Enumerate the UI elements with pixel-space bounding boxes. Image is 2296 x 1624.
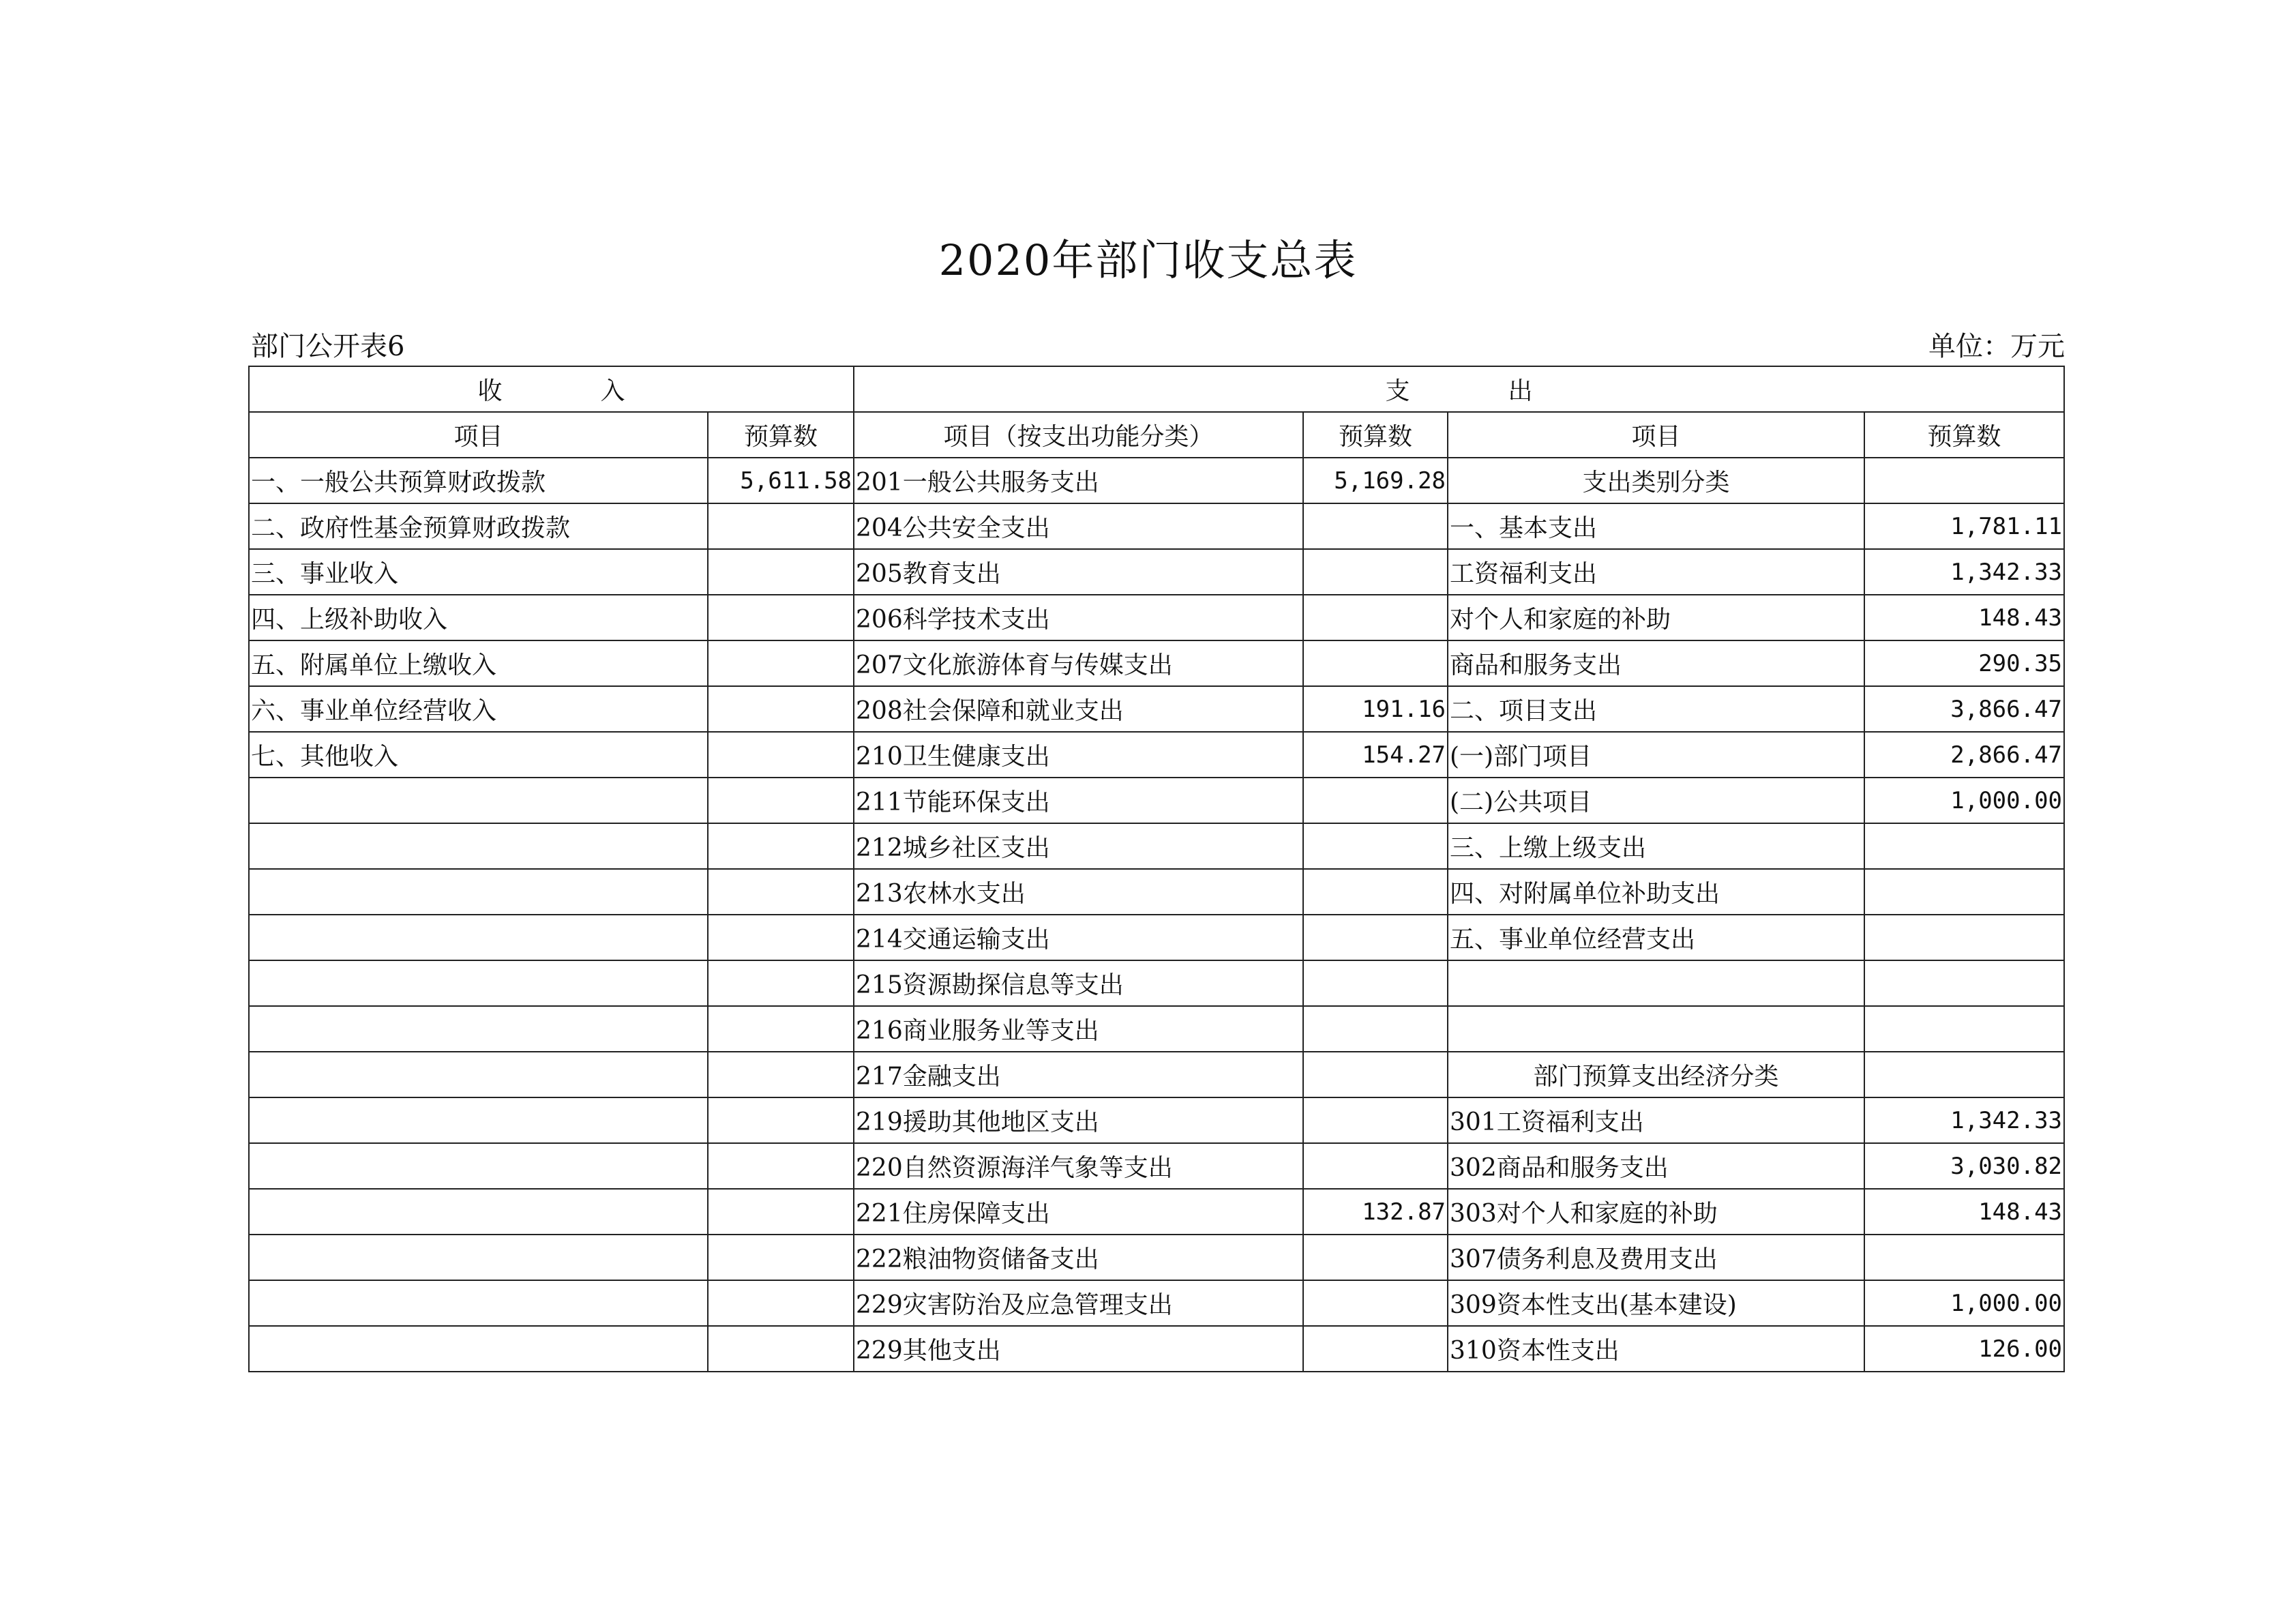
- income-item-cell: 三、事业收入: [249, 549, 708, 595]
- func-amount-cell: [1303, 1235, 1448, 1280]
- col-header-income-budget: 预算数: [708, 412, 854, 458]
- table-row: [249, 915, 2064, 960]
- unit-label: 单位：万元: [1928, 331, 2065, 362]
- cat-item-cell: (一)部门项目: [1448, 732, 1864, 778]
- func-item-cell: 215资源勘探信息等支出: [854, 960, 1303, 1006]
- cat-item-cell: [1448, 1006, 1864, 1052]
- col-header-cat-budget: 预算数: [1864, 412, 2064, 458]
- income-amount-cell: [708, 1052, 854, 1097]
- income-item-cell: [249, 1052, 708, 1097]
- cat-item-cell: 307债务利息及费用支出: [1448, 1235, 1864, 1280]
- income-item-cell: 七、其他收入: [249, 732, 708, 778]
- column-header-row: [249, 412, 2064, 458]
- func-amount-cell: [1303, 1326, 1448, 1372]
- col-header-cat-item: 项目: [1448, 412, 1864, 458]
- func-amount-cell: [1303, 1052, 1448, 1097]
- income-amount-cell: [708, 778, 854, 823]
- income-amount-cell: [708, 1235, 854, 1280]
- section-header-row: [249, 366, 2064, 412]
- func-item-cell: 229灾害防治及应急管理支出: [854, 1280, 1303, 1326]
- func-item-cell: 207文化旅游体育与传媒支出: [854, 640, 1303, 686]
- func-item-cell: 213农林水支出: [854, 869, 1303, 915]
- cat-item-cell: 三、上缴上级支出: [1448, 823, 1864, 869]
- cat-amount-cell: 290.35: [1864, 640, 2064, 686]
- expense-section-header: 支 出: [854, 366, 2064, 412]
- func-item-cell: 214交通运输支出: [854, 915, 1303, 960]
- func-item-cell: 211节能环保支出: [854, 778, 1303, 823]
- cat-item-cell: 一、基本支出: [1448, 503, 1864, 549]
- func-amount-cell: 5,169.28: [1303, 458, 1448, 503]
- cat-amount-cell: 2,866.47: [1864, 732, 2064, 778]
- cat-item-cell: 309资本性支出(基本建设): [1448, 1280, 1864, 1326]
- income-amount-cell: [708, 1097, 854, 1143]
- income-item-cell: 一、一般公共预算财政拨款: [249, 458, 708, 503]
- table-row: [249, 458, 2064, 503]
- cat-item-cell: 四、对附属单位补助支出: [1448, 869, 1864, 915]
- cat-item-cell: 303对个人和家庭的补助: [1448, 1189, 1864, 1235]
- table-row: [249, 686, 2064, 732]
- cat-amount-cell: 1,000.00: [1864, 1280, 2064, 1326]
- table-row: [249, 823, 2064, 869]
- income-amount-cell: [708, 1006, 854, 1052]
- table-row: [249, 869, 2064, 915]
- table-number: 部门公开表6: [251, 331, 405, 362]
- income-item-cell: [249, 1326, 708, 1372]
- cat-item-cell: 301工资福利支出: [1448, 1097, 1864, 1143]
- cat-item-cell: (二)公共项目: [1448, 778, 1864, 823]
- cat-amount-cell: 148.43: [1864, 595, 2064, 640]
- income-item-cell: [249, 915, 708, 960]
- func-item-cell: 222粮油物资储备支出: [854, 1235, 1303, 1280]
- cat-amount-cell: [1864, 869, 2064, 915]
- table-row: [249, 778, 2064, 823]
- cat-amount-cell: [1864, 960, 2064, 1006]
- table-row: [249, 1189, 2064, 1235]
- func-item-cell: 216商业服务业等支出: [854, 1006, 1303, 1052]
- func-amount-cell: [1303, 1006, 1448, 1052]
- income-amount-cell: [708, 1189, 854, 1235]
- income-item-cell: [249, 1189, 708, 1235]
- table-row: [249, 503, 2064, 549]
- func-item-cell: 221住房保障支出: [854, 1189, 1303, 1235]
- col-header-income-item: 项目: [249, 412, 708, 458]
- income-amount-cell: [708, 1280, 854, 1326]
- func-amount-cell: [1303, 915, 1448, 960]
- func-amount-cell: 154.27: [1303, 732, 1448, 778]
- income-item-cell: [249, 823, 708, 869]
- func-amount-cell: [1303, 595, 1448, 640]
- budget-table: [248, 366, 2065, 1372]
- func-item-cell: 217金融支出: [854, 1052, 1303, 1097]
- income-item-cell: 六、事业单位经营收入: [249, 686, 708, 732]
- table-row: [249, 1143, 2064, 1189]
- cat-item-cell: 302商品和服务支出: [1448, 1143, 1864, 1189]
- func-item-cell: 210卫生健康支出: [854, 732, 1303, 778]
- cat-amount-cell: 1,000.00: [1864, 778, 2064, 823]
- func-amount-cell: [1303, 823, 1448, 869]
- income-item-cell: [249, 960, 708, 1006]
- cat-item-cell: 310资本性支出: [1448, 1326, 1864, 1372]
- income-item-cell: [249, 1143, 708, 1189]
- cat-item-cell: 商品和服务支出: [1448, 640, 1864, 686]
- table-row: [249, 1052, 2064, 1097]
- func-amount-cell: [1303, 640, 1448, 686]
- income-amount-cell: [708, 1143, 854, 1189]
- func-amount-cell: [1303, 869, 1448, 915]
- income-amount-cell: [708, 640, 854, 686]
- cat-amount-cell: [1864, 458, 2064, 503]
- table-row: [249, 1006, 2064, 1052]
- table-row: [249, 732, 2064, 778]
- income-amount-cell: [708, 686, 854, 732]
- cat-amount-cell: 148.43: [1864, 1189, 2064, 1235]
- table-row: [249, 1280, 2064, 1326]
- cat-amount-cell: [1864, 1006, 2064, 1052]
- cat-item-cell: [1448, 960, 1864, 1006]
- func-amount-cell: [1303, 1097, 1448, 1143]
- income-amount-cell: [708, 1326, 854, 1372]
- cat-item-cell: 对个人和家庭的补助: [1448, 595, 1864, 640]
- income-item-cell: 二、政府性基金预算财政拨款: [249, 503, 708, 549]
- cat-amount-cell: [1864, 1235, 2064, 1280]
- income-amount-cell: [708, 823, 854, 869]
- func-item-cell: 208社会保障和就业支出: [854, 686, 1303, 732]
- func-item-cell: 204公共安全支出: [854, 503, 1303, 549]
- cat-amount-cell: [1864, 823, 2064, 869]
- cat-amount-cell: 126.00: [1864, 1326, 2064, 1372]
- func-item-cell: 201一般公共服务支出: [854, 458, 1303, 503]
- func-amount-cell: 191.16: [1303, 686, 1448, 732]
- cat-item-cell: 支出类别分类: [1448, 458, 1864, 503]
- cat-amount-cell: [1864, 1052, 2064, 1097]
- func-amount-cell: [1303, 778, 1448, 823]
- cat-item-cell: 部门预算支出经济分类: [1448, 1052, 1864, 1097]
- cat-item-cell: 工资福利支出: [1448, 549, 1864, 595]
- func-item-cell: 205教育支出: [854, 549, 1303, 595]
- func-amount-cell: [1303, 1280, 1448, 1326]
- table-row: [249, 960, 2064, 1006]
- income-amount-cell: [708, 915, 854, 960]
- func-item-cell: 229其他支出: [854, 1326, 1303, 1372]
- func-item-cell: 219援助其他地区支出: [854, 1097, 1303, 1143]
- cat-amount-cell: 1,781.11: [1864, 503, 2064, 549]
- func-item-cell: 206科学技术支出: [854, 595, 1303, 640]
- income-item-cell: 四、上级补助收入: [249, 595, 708, 640]
- cat-amount-cell: 3,866.47: [1864, 686, 2064, 732]
- col-header-func-budget: 预算数: [1303, 412, 1448, 458]
- income-amount-cell: 5,611.58: [708, 458, 854, 503]
- func-amount-cell: [1303, 549, 1448, 595]
- income-amount-cell: [708, 869, 854, 915]
- func-item-cell: 220自然资源海洋气象等支出: [854, 1143, 1303, 1189]
- income-amount-cell: [708, 732, 854, 778]
- income-item-cell: [249, 869, 708, 915]
- cat-amount-cell: [1864, 915, 2064, 960]
- table-row: [249, 1326, 2064, 1372]
- income-section-header: 收 入: [249, 366, 854, 412]
- income-item-cell: [249, 1235, 708, 1280]
- cat-item-cell: 五、事业单位经营支出: [1448, 915, 1864, 960]
- table-row: [249, 1097, 2064, 1143]
- income-item-cell: [249, 1097, 708, 1143]
- func-amount-cell: [1303, 1143, 1448, 1189]
- table-row: [249, 595, 2064, 640]
- income-item-cell: [249, 1280, 708, 1326]
- cat-amount-cell: 1,342.33: [1864, 549, 2064, 595]
- income-item-cell: 五、附属单位上缴收入: [249, 640, 708, 686]
- func-item-cell: 212城乡社区支出: [854, 823, 1303, 869]
- table-row: [249, 640, 2064, 686]
- func-amount-cell: [1303, 960, 1448, 1006]
- income-item-cell: [249, 1006, 708, 1052]
- func-amount-cell: 132.87: [1303, 1189, 1448, 1235]
- income-amount-cell: [708, 503, 854, 549]
- cat-item-cell: 二、项目支出: [1448, 686, 1864, 732]
- page-title: 2020年部门收支总表: [938, 235, 1358, 285]
- income-item-cell: [249, 778, 708, 823]
- table-row: [249, 1235, 2064, 1280]
- income-amount-cell: [708, 595, 854, 640]
- cat-amount-cell: 3,030.82: [1864, 1143, 2064, 1189]
- income-amount-cell: [708, 549, 854, 595]
- table-row: [249, 549, 2064, 595]
- func-amount-cell: [1303, 503, 1448, 549]
- cat-amount-cell: 1,342.33: [1864, 1097, 2064, 1143]
- col-header-func-item: 项目（按支出功能分类）: [854, 412, 1303, 458]
- income-amount-cell: [708, 960, 854, 1006]
